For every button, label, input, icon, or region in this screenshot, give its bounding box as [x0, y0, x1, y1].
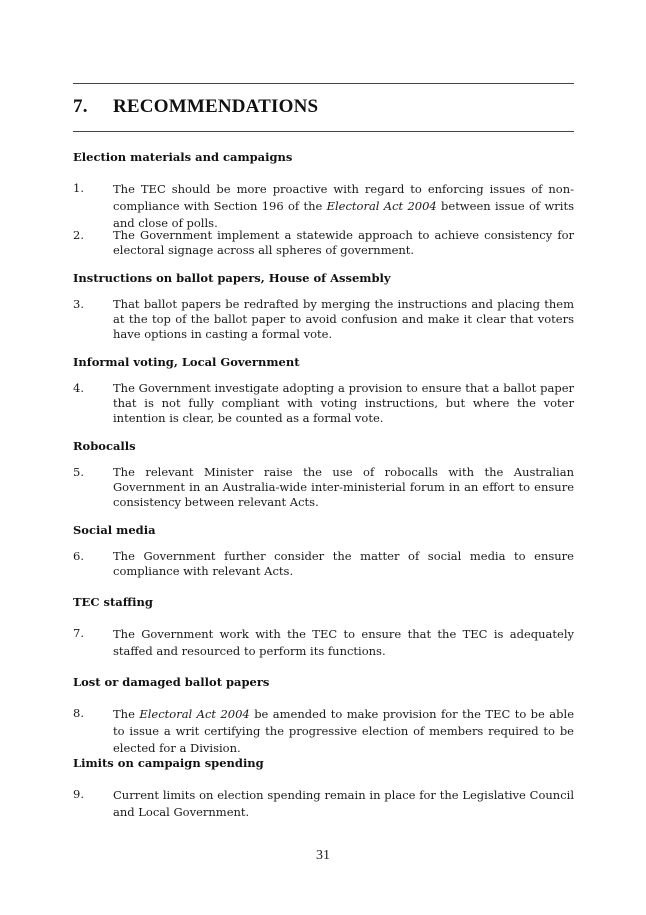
section-heading-informal-voting: Informal voting, Local Government: [73, 355, 300, 369]
page-number: 31: [316, 848, 330, 863]
recommendation-2: [73, 228, 574, 258]
recommendation-1: [73, 181, 574, 232]
recommendation-number: 5.: [73, 465, 84, 479]
recommendation-text: The TEC should be more proactive with regard to enforcing issues of non-compliance with Section 196 of the Electoral Act 2004 between issue of writs and close of polls.: [113, 182, 574, 230]
recommendation-6: [73, 549, 574, 579]
recommendation-3: [73, 297, 574, 342]
recommendation-text: The Government investigate adopting a provision to ensure that a ballot paper that is not fully compliant with voting instructions, but where the voter intention is clear, be counted as a formal vote.: [113, 381, 574, 425]
recommendation-8: [73, 706, 574, 757]
act-title: Electoral Act 2004: [326, 199, 437, 213]
recommendation-number: 3.: [73, 297, 84, 311]
recommendation-7: [73, 626, 574, 660]
recommendation-text: The Government implement a statewide approach to achieve consistency for electoral signage across all spheres of government.: [113, 228, 574, 257]
recommendation-number: 4.: [73, 381, 84, 395]
chapter-title: [73, 96, 318, 118]
recommendation-number: 2.: [73, 228, 84, 242]
recommendation-number: 7.: [73, 626, 84, 640]
recommendation-4: [73, 381, 574, 426]
section-heading-robocalls: Robocalls: [73, 439, 136, 453]
recommendation-text: Current limits on election spending remain in place for the Legislative Council and Local Government.: [113, 788, 574, 819]
section-heading-campaign-spending: Limits on campaign spending: [73, 756, 264, 770]
recommendation-text: The Government work with the TEC to ensure that the TEC is adequately staffed and resourced to perform its functions.: [113, 627, 574, 658]
section-heading-tec-staffing: TEC staffing: [73, 595, 153, 609]
recommendation-number: 8.: [73, 706, 84, 720]
act-title: Electoral Act 2004: [139, 707, 250, 721]
chapter-title-text: RECOMMENDATIONS: [113, 96, 319, 117]
recommendation-5: [73, 465, 574, 510]
recommendation-number: 6.: [73, 549, 84, 563]
recommendation-number: 9.: [73, 787, 84, 801]
recommendation-number: 1.: [73, 181, 84, 195]
section-heading-social-media: Social media: [73, 523, 156, 537]
recommendation-text: The relevant Minister raise the use of robocalls with the Australian Government in an Australia-wide inter-ministerial forum in an effort to ensure consistency between relevant Acts.: [113, 465, 574, 509]
section-heading-election-materials: Election materials and campaigns: [73, 150, 293, 164]
recommendation-text: The Government further consider the matter of social media to ensure compliance with relevant Acts.: [113, 549, 574, 578]
recommendation-9: [73, 787, 574, 821]
recommendation-text: The Electoral Act 2004 be amended to make provision for the TEC to be able to issue a writ certifying the progressive election of members required to be elected for a Division.: [113, 707, 574, 755]
chapter-number: 7.: [73, 96, 88, 117]
section-heading-ballot-instructions: Instructions on ballot papers, House of Assembly: [73, 271, 391, 285]
section-heading-lost-ballot-papers: Lost or damaged ballot papers: [73, 675, 270, 689]
top-rule: [73, 83, 574, 84]
recommendation-text: That ballot papers be redrafted by merging the instructions and placing them at the top of the ballot paper to avoid confusion and make it clear that voters have options in casting a formal vote.: [113, 297, 574, 341]
title-underline-rule: [73, 131, 574, 132]
